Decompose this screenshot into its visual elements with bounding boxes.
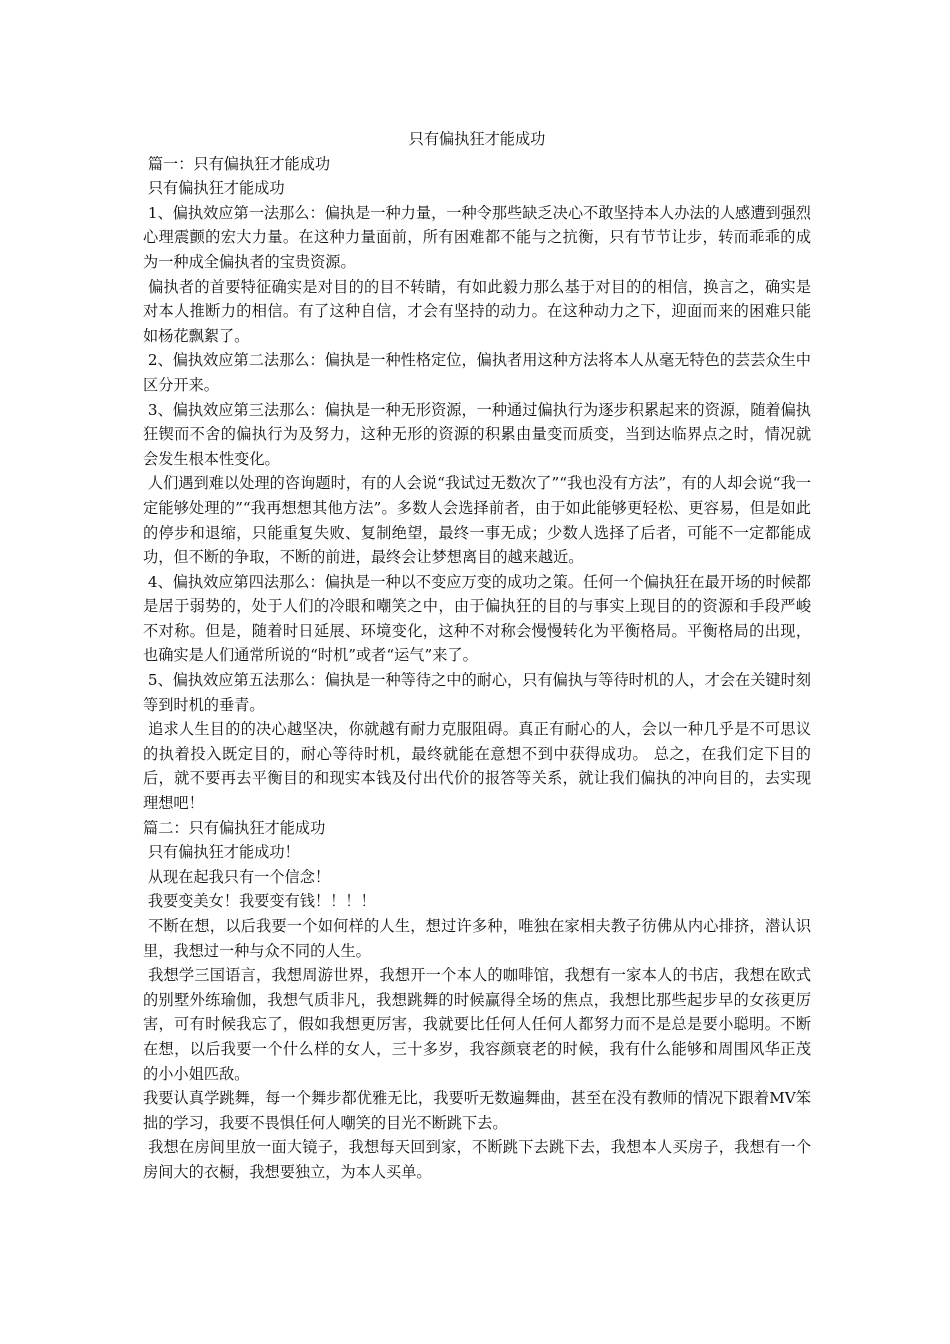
- document-body: [143, 127, 811, 1185]
- paragraph: 5、偏执效应第五法那么：偏执是一种等待之中的耐心，只有偏执与等待时机的人，才会在关键时刻等到时机的垂青。: [143, 671, 811, 714]
- paragraph: 从现在起我只有一个信念！: [143, 867, 331, 886]
- document-title: 只有偏执狂才能成功: [408, 130, 546, 148]
- paragraph: 不断在想，以后我要一个如何样的人生，想过许多种，唯独在家相夫教子彷佛从内心排挤，潜认识里，我想过一种与众不同的人生。: [143, 917, 812, 960]
- paragraph: 人们遇到难以处理的咨询题时，有的人会说“我试过无数次了”“我也没有方法”，有的人却会说“我一定能够处理的”“我再想想其他方法”。多数人会选择前者，由于如此能够更轻松、更容易，但是如此的停步和退缩，只能重复失败、复制绝望，最终一事无成；少数人选择了后者，可能不一定都能成功，但不断的争取，不断的前进，最终会让梦想离目的越来越近。: [143, 474, 812, 567]
- paragraph: 4、偏执效应第四法那么：偏执是一种以不变应万变的成功之策。任何一个偏执狂在最开场的时候都是居于弱势的，处于人们的冷眼和嘲笑之中，由于偏执狂的目的与事实上现目的的资源和手段严峻不对称。但是，随着时日延展、环境变化，这种不对称会慢慢转化为平衡格局。平衡格局的出现，也确实是人们通常所说的“时机”或者“运气”来了。: [143, 572, 811, 665]
- paragraph: 2、偏执效应第二法那么：偏执是一种性格定位，偏执者用这种方法将本人从毫无特色的芸芸众生中区分开来。: [143, 351, 811, 394]
- paragraph: 追求人生目的的决心越坚决，你就越有耐力克服阻碍。真正有耐心的人，会以一种几乎是不可思议的执着投入既定目的，耐心等待时机，最终就能在意想不到中获得成功。 总之，在我们定下目的后，就不要再去平衡目的和现实本钱及付出代价的报答等关系，就让我们偏执的冲向目的，去实现理想吧！: [143, 720, 812, 813]
- paragraph: 偏执者的首要特征确实是对目的的目不转睛，有如此毅力那么基于对目的的相信，换言之，确实是对本人推断力的相信。有了这种自信，才会有坚持的动力。在这种动力之下，迎面而来的困难只能如杨花飘絮了。: [143, 277, 812, 345]
- paragraph: 篇一：只有偏执狂才能成功: [143, 154, 331, 173]
- paragraph: 只有偏执狂才能成功！: [143, 843, 300, 862]
- paragraph: 3、偏执效应第三法那么：偏执是一种无形资源，一种通过偏执行为逐步积累起来的资源，随着偏执狂锲而不舍的偏执行为及努力，这种无形的资源的积累由量变而质变，当到达临界点之时，情况就会发生根本性变化。: [143, 400, 811, 468]
- paragraph: 1、偏执效应第一法那么：偏执是一种力量，一种令那些缺乏决心不敢坚持本人办法的人感遭到强烈心理震颤的宏大力量。在这种力量面前，所有困难都不能与之抗衡，只有节节让步，转而乖乖的成为一种成全偏执者的宝贵资源。: [143, 203, 811, 271]
- paragraph: 我想学三国语言，我想周游世界，我想开一个本人的咖啡馆，我想有一家本人的书店，我想在欧式的别墅外练瑜伽，我想气质非凡，我想跳舞的时候赢得全场的焦点，我想比那些起步早的女孩更厉害，可有时候我忘了，假如我想更厉害，我就要比任何人任何人都努力而不是总是要小聪明。不断在想，以后我要一个什么样的女人，三十多岁，我容颜衰老的时候，我有什么能够和周围风华正茂的小小姐匹敌。: [143, 966, 812, 1083]
- paragraph: 我要认真学跳舞，每一个舞步都优雅无比，我要听无数遍舞曲，甚至在没有教师的情况下跟着MV笨拙的学习，我要不畏惧任何人嘲笑的目光不断跳下去。: [143, 1089, 811, 1132]
- paragraph: 我要变美女！我要变有钱！！！！: [143, 892, 376, 911]
- paragraph: 只有偏执狂才能成功: [143, 179, 285, 198]
- paragraph: 篇二：只有偏执狂才能成功: [143, 818, 326, 837]
- paragraph: 我想在房间里放一面大镜子，我想每天回到家，不断跳下去跳下去，我想本人买房子，我想有一个房间大的衣橱，我想要独立，为本人买单。: [143, 1138, 812, 1181]
